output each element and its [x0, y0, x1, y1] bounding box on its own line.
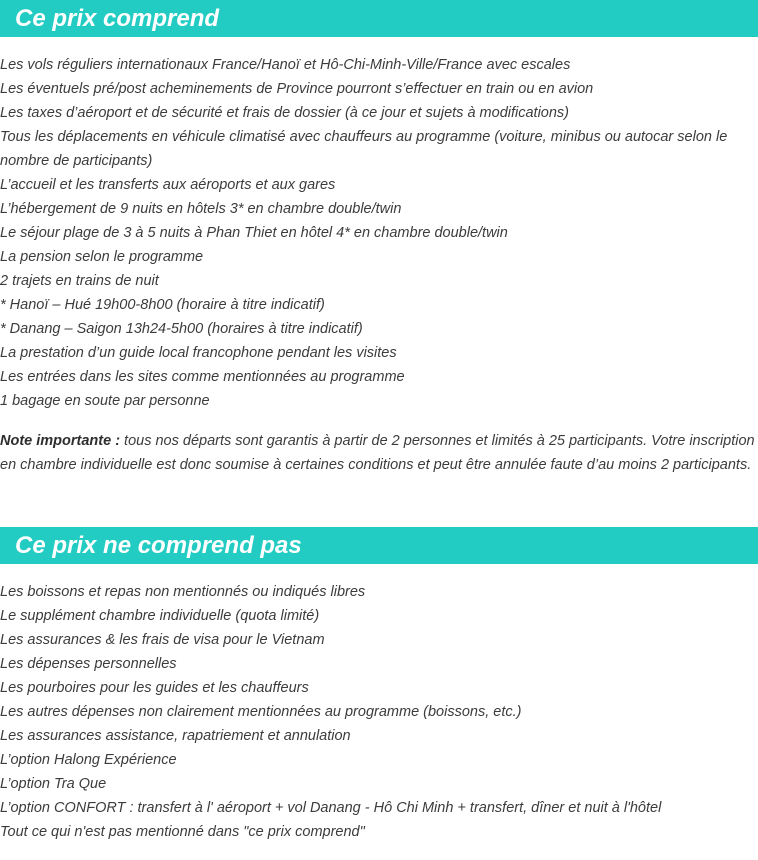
list-item: Les éventuels pré/post acheminements de Province pourront s’effectuer en train ou en avion: [0, 81, 594, 97]
list-item: Le supplément chambre individuelle (quota limité): [0, 608, 320, 624]
list-item: Tout ce qui n'est pas mentionné dans "ce prix comprend": [0, 824, 365, 840]
list-item: L’option Tra Que: [0, 776, 107, 792]
list-item: L’option Halong Expérience: [0, 752, 177, 768]
section-price-excludes: [0, 527, 758, 844]
list-item: Les taxes d’aéroport et de sécurité et frais de dossier (à ce jour et sujets à modifications): [0, 105, 570, 121]
important-note-text: tous nos départs sont garantis à partir de 2 personnes et limités à 25 participants. Votre inscription en chambre individuelle est donc soumise à certaines conditions et peut être annulée faute d’au moins 2 participants.: [0, 433, 755, 473]
excluded-list: [0, 580, 758, 844]
list-item: Tous les déplacements en véhicule climatisé avec chauffeurs au programme (voiture, minibus ou autocar selon le nombre de participants): [0, 129, 728, 169]
list-item: * Hanoï – Hué 19h00-8h00 (horaire à titre indicatif): [0, 297, 325, 313]
list-item: Les autres dépenses non clairement mentionnées au programme (boissons, etc.): [0, 704, 522, 720]
list-item: L’option CONFORT : transfert à l' aéroport + vol Danang - Hô Chi Minh + transfert, dîner et nuit à l'hôtel: [0, 800, 662, 816]
list-item: 2 trajets en trains de nuit: [0, 273, 159, 289]
important-note: [0, 429, 758, 477]
list-item: Les boissons et repas non mentionnés ou indiqués libres: [0, 584, 366, 600]
list-item: Les entrées dans les sites comme mentionnées au programme: [0, 369, 405, 385]
list-item: Les assurances & les frais de visa pour le Vietnam: [0, 632, 325, 648]
section-title-includes: Ce prix comprend: [0, 0, 758, 37]
list-item: La pension selon le programme: [0, 249, 204, 265]
section-title-excludes: Ce prix ne comprend pas: [0, 527, 758, 564]
list-item: La prestation d’un guide local francophone pendant les visites: [0, 345, 397, 361]
list-item: 1 bagage en soute par personne: [0, 393, 210, 409]
list-item: L’hébergement de 9 nuits en hôtels 3* en chambre double/twin: [0, 201, 402, 217]
important-note-label: Note importante :: [0, 433, 121, 449]
list-item: Les vols réguliers internationaux France/Hanoï et Hô-Chi-Minh-Ville/France avec escales: [0, 57, 571, 73]
list-item: * Danang – Saigon 13h24-5h00 (horaires à titre indicatif): [0, 321, 363, 337]
list-item: Les assurances assistance, rapatriement et annulation: [0, 728, 351, 744]
list-item: Les pourboires pour les guides et les chauffeurs: [0, 680, 309, 696]
included-list: [0, 53, 758, 413]
list-item: Le séjour plage de 3 à 5 nuits à Phan Thiet en hôtel 4* en chambre double/twin: [0, 225, 508, 241]
list-item: Les dépenses personnelles: [0, 656, 177, 672]
list-item: L’accueil et les transferts aux aéroports et aux gares: [0, 177, 336, 193]
